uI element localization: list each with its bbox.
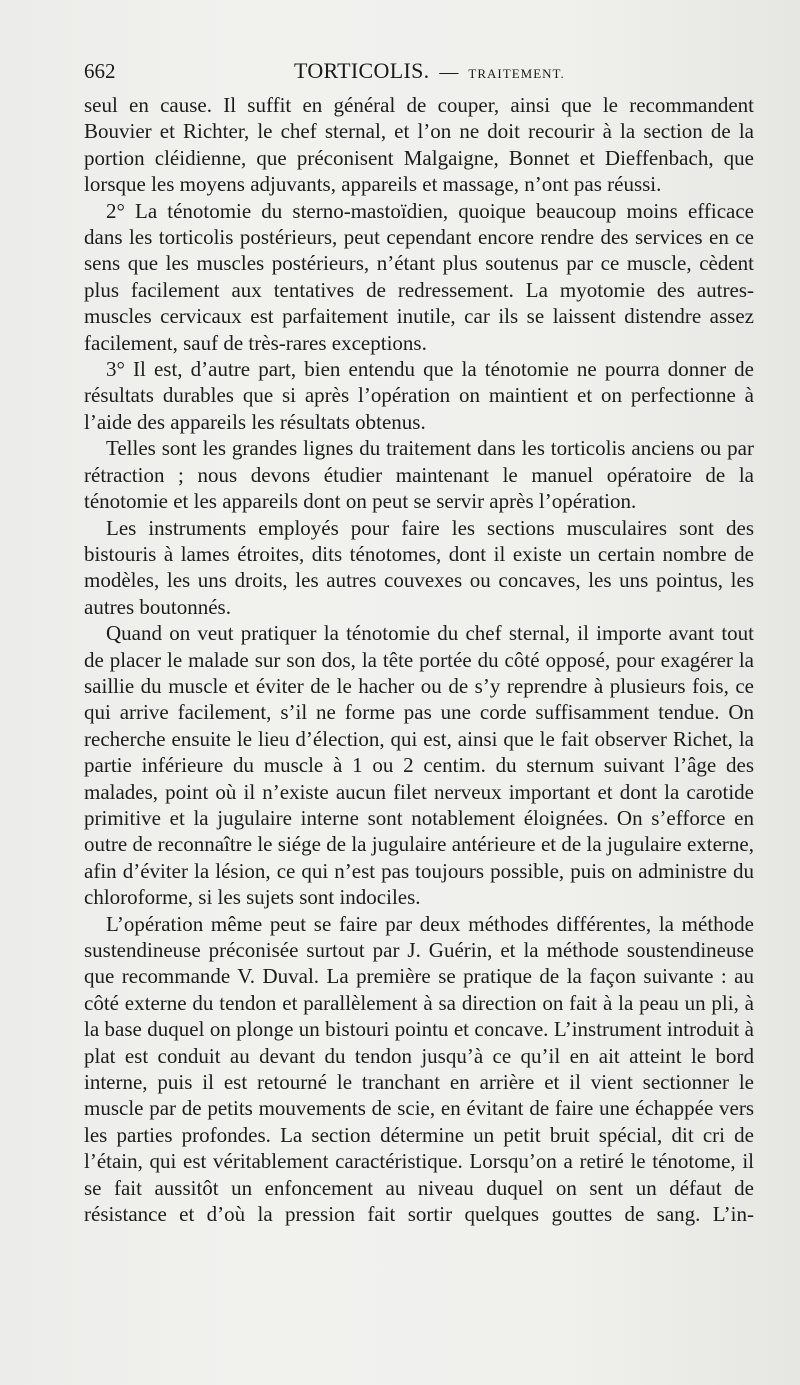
paragraph: Quand on veut pratiquer la ténotomie du chef sternal, il importe avant tout de placer le malade sur son dos, la tête portée du côté opposé, pour exagérer la saillie du muscle et éviter de le hacher ou de s’y reprendre à plusieurs fois, ce qui arrive facilement, s’il ne forme pas une corde suffisamment tendue. On recherche ensuite le lieu d’élection, qui est, ainsi que le fait observer Richet, la partie inférieure du muscle à 1 ou 2 centim. du sternum suivant l’âge des malades, point où il n’existe aucun filet nerveux important et dont la carotide primitive et la jugulaire interne sont notablement éloignées. On s’efforce en outre de reconnaître le siége de la jugulaire antérieure et de la jugulaire externe, afin d’éviter la lésion, ce qui n’est pas toujours possible, puis on administre du chloroforme, si les sujets sont indociles.	[84, 621, 754, 910]
paragraph: L’opération même peut se faire par deux méthodes différentes, la méthode sustendineuse préconisée surtout par J. Guérin, et la méthode soustendineuse que recommande V. Duval. La première se pratique de la façon suivante : au côté externe du tendon et parallèlement à sa direction on fait à la peau un pli, à la base duquel on plonge un bistouri pointu et concave. L’instrument introduit à plat est conduit au devant du tendon jusqu’à ce qu’il en ait atteint le bord interne, puis il est retourné le tranchant en arrière et il vient sectionner le muscle par de petits mouvements de scie, en évitant de faire une échappée vers les parties profondes. La section détermine un petit bruit spécial, dit cri de l’étain, qui est véritablement caractéristique. Lorsqu’on a retiré le ténotome, il se fait aussitôt un enfoncement au niveau duquel on sent un défaut de résistance et d’où la pression fait sortir quelques gouttes de sang. L’in-	[84, 911, 754, 1227]
paragraph: 2° La ténotomie du sterno-mastoïdien, quoique beaucoup moins efficace dans les torticolis postérieurs, peut cependant encore rendre des services en ce sens que les muscles postérieurs, n’étant plus soutenus par ce muscle, cèdent plus facilement aux tentatives de redressement. La myotomie des autres-muscles cervicaux est parfaitement inutile, car ils se laissent distendre assez facilement, sauf de très-rares exceptions.	[84, 198, 754, 355]
paragraph: Les instruments employés pour faire les sections musculaires sont des bistouris à lames étroites, dits ténotomes, dont il existe un certain nombre de modèles, les uns droits, les autres couvexes ou concaves, les uns pointus, les autres boutonnés.	[84, 515, 754, 619]
running-separator: —	[439, 62, 459, 83]
paragraph: 3° Il est, d’autre part, bien entendu que la ténotomie ne pourra donner de résultats durables que si après l’opération on maintient et on perfectionne à l’aide des appareils les résultats obtenus.	[84, 357, 754, 434]
page-number: 662	[84, 59, 116, 83]
running-head	[294, 58, 565, 84]
running-subtitle: TRAITEMENT.	[468, 66, 565, 81]
paragraph: Telles sont les grandes lignes du traitement dans les torticolis anciens ou par rétraction ; nous devons étudier maintenant le manuel opératoire de la ténotomie et les appareils dont on peut se servir après l’opération.	[84, 436, 754, 514]
running-header	[84, 56, 754, 92]
running-title: TORTICOLIS.	[294, 58, 430, 83]
body-text	[84, 92, 754, 1227]
paragraph: seul en cause. Il suffit en général de couper, ainsi que le recommandent Bouvier et Richter, le chef sternal, et l’on ne doit recourir à la section de la portion cléidienne, que préconisent Malgaigne, Bonnet et Dieffenbach, que lorsque les moyens adjuvants, appareils et massage, n’ont pas réussi.	[84, 93, 754, 197]
